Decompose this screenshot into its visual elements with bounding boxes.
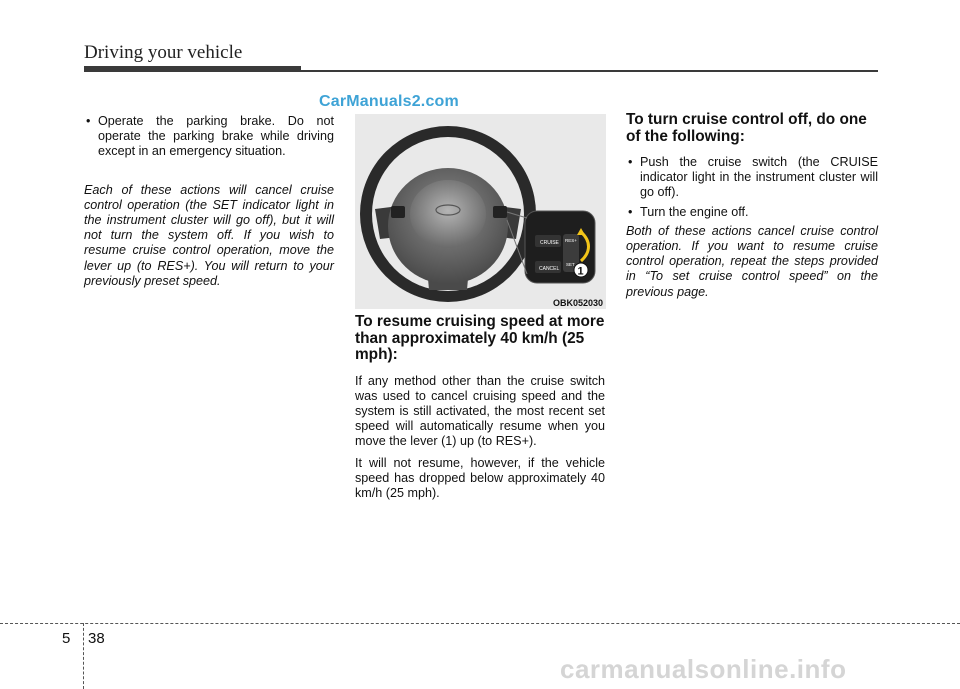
page-number: 38 xyxy=(88,630,105,647)
watermark-bottom[interactable]: carmanualsonline.info xyxy=(560,654,847,684)
column-middle xyxy=(355,314,605,507)
footer-vertical-divider xyxy=(83,623,84,689)
figure-callout-1: 1 xyxy=(577,265,584,278)
section-title: Driving your vehicle xyxy=(84,42,243,63)
chapter-number: 5 xyxy=(62,630,71,647)
bullet-push-cruise-switch: • Push the cruise switch (the CRUISE indicator light in the instrument cluster will go off). xyxy=(626,155,878,201)
figure-caption: OBK052030 xyxy=(552,298,603,308)
resume-paragraph-2: It will not resume, however, if the vehicle speed has dropped below approximately 40 km/h (25 mph). xyxy=(355,455,605,500)
column-right xyxy=(626,112,878,300)
steering-wheel-figure xyxy=(355,114,606,309)
figure-label-cruise: CRUISE xyxy=(540,240,559,246)
figure-label-cancel: CANCEL xyxy=(539,266,560,272)
footer-divider xyxy=(0,623,960,624)
resume-paragraph-1: If any method other than the cruise switch was used to cancel cruising speed and the system is still activated, the most recent set speed will automatically resume when you move the lever (1) up (to RES+). xyxy=(355,373,605,449)
steering-wheel-illustration xyxy=(355,114,606,309)
heading-resume-cruising: To resume cruising speed at more than approximately 40 km/h (25 mph): xyxy=(355,313,605,363)
figure-label-res: RES+ xyxy=(565,238,577,243)
figure-label-set: SET xyxy=(566,262,575,267)
bullet-turn-engine-off: • Turn the engine off. xyxy=(626,205,878,220)
column-left xyxy=(84,114,334,289)
bullet-parking-brake: • Operate the parking brake. Do not operate the parking brake while driving except in an emergency situation. xyxy=(84,114,334,160)
watermark-top[interactable]: CarManuals2.com xyxy=(319,93,459,110)
cancel-note: Each of these actions will cancel cruise control operation (the SET indicator light in the instrument cluster will go off), but it will not turn the system off. If you wish to resume cruise control operation, move the lever up (to RES+). You will return to your previously preset speed. xyxy=(84,182,334,288)
heading-turn-off: To turn cruise control off, do one of the following: xyxy=(626,111,867,145)
header-rule-thin xyxy=(301,70,878,72)
header-rule-thick xyxy=(84,66,301,72)
turn-off-note: Both of these actions cancel cruise control operation. If you want to resume cruise control operation, repeat the steps provided in “To set cruise control speed” on the previous page. xyxy=(626,223,878,299)
